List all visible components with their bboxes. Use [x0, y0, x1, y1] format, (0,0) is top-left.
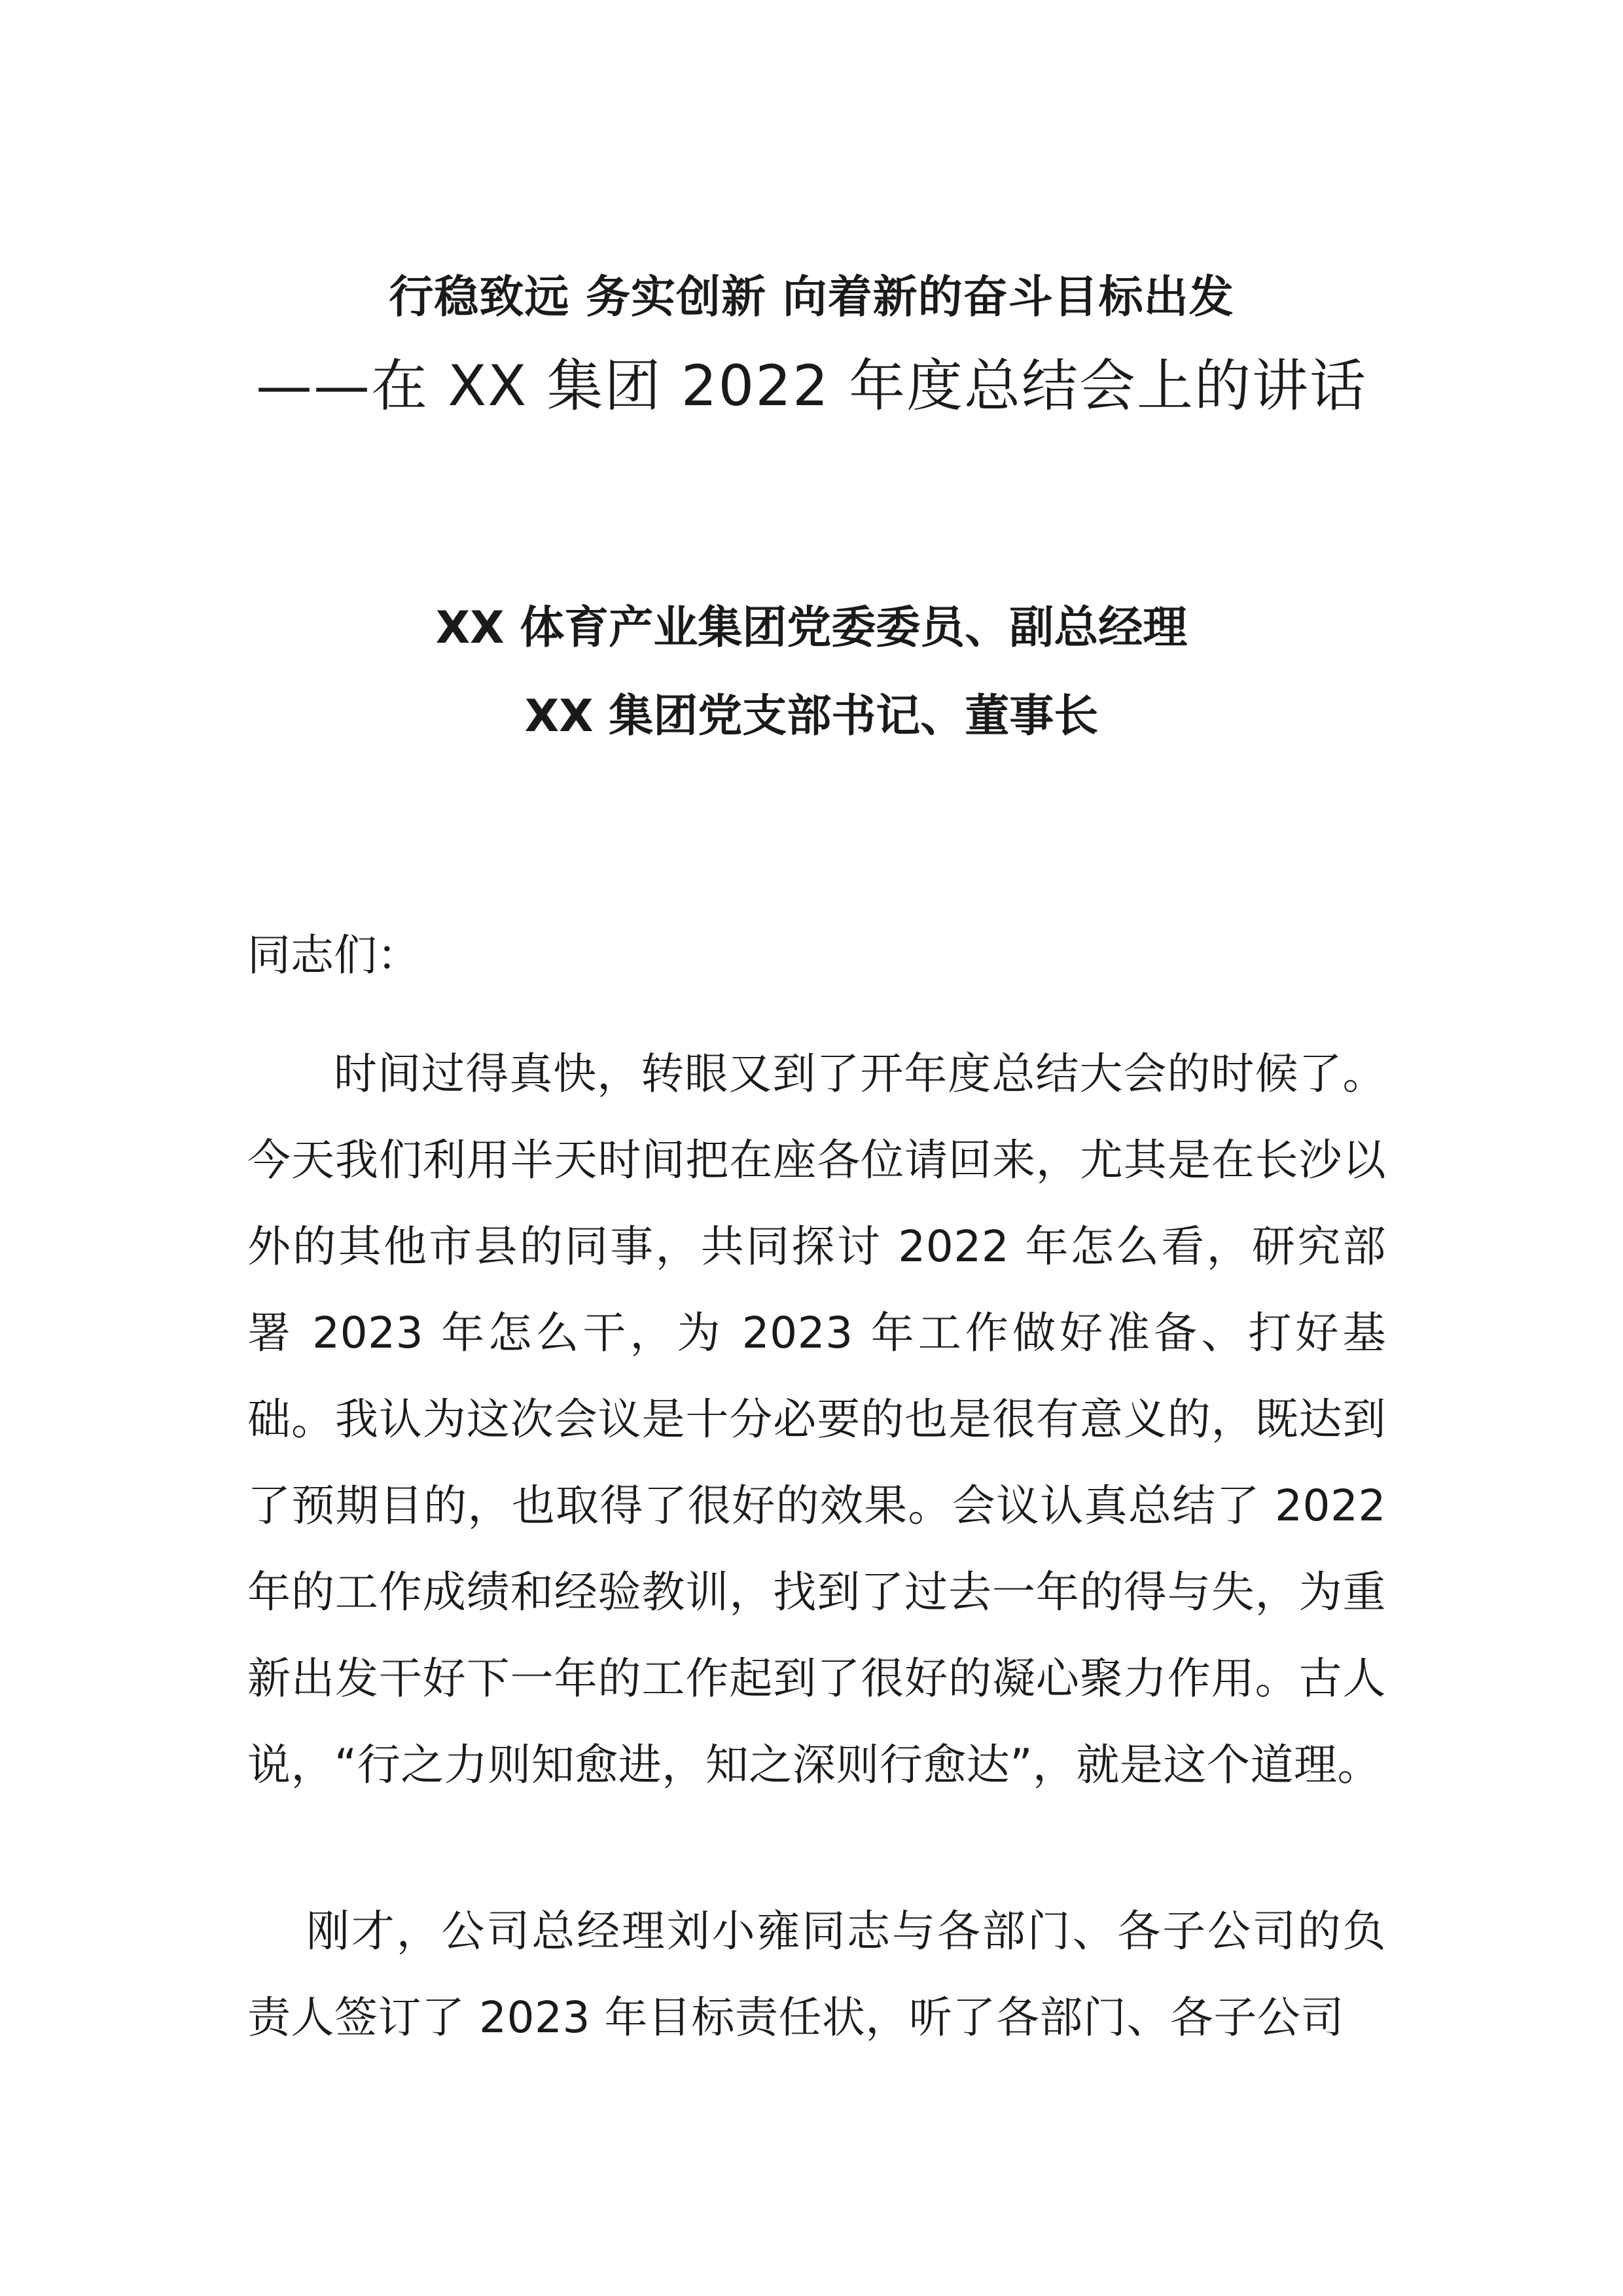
body-paragraph-2: 刚才，公司总经理刘小雍同志与各部门、各子公司的负责人签订了 2023 年目标责任状，听了各部门、各子公司: [247, 1906, 1386, 2043]
author-line-1: XX 体育产业集团党委委员、副总经理: [435, 602, 1188, 654]
salutation: 同志们：: [247, 930, 420, 980]
document-subtitle: ——在 XX 集团 2022 年度总结会上的讲话: [255, 353, 1368, 419]
document-title: 行稳致远 务实创新 向着新的奋斗目标出发: [389, 272, 1234, 323]
author-line-2: XX 集团党支部书记、董事长: [524, 691, 1099, 742]
body-paragraph-1: 时间过得真快，转眼又到了开年度总结大会的时候了。今天我们利用半天时间把在座各位请回来，尤其是在长沙以外的其他市县的同事，共同探讨 2022 年怎么看，研究部署 2023 年怎么干，为 2023 年工作做好准备、打好基础。我认为这次会议是十分必要的也是很有意义的，既达到了预期目的，也取得了很好的效果。会议认真总结了 2022 年的工作成绩和经验教训，找到了过去一年的得与失，为重新出发干好下一年的工作起到了很好的凝心聚力作用。古人说，“行之力则知愈进，知之深则行愈达”，就是这个道理。: [247, 1049, 1386, 1790]
